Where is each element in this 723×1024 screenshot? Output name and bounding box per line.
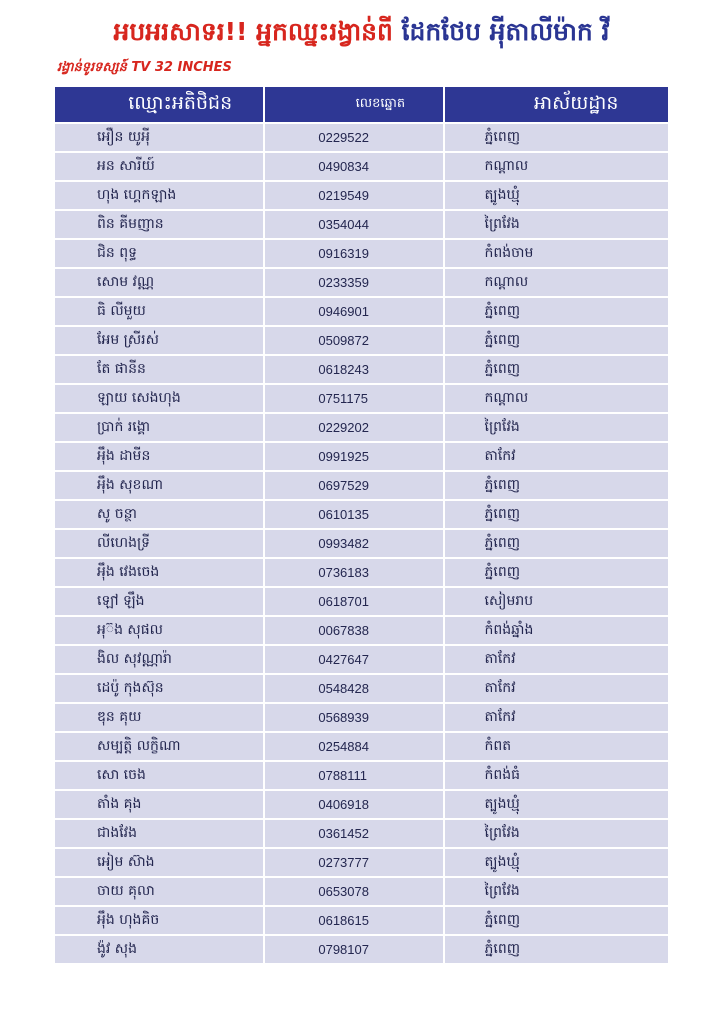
ticket-number-cell: 0610135: [265, 499, 444, 528]
address-cell: កំពង់ឆ្នាំង: [445, 615, 668, 644]
table-row: [55, 789, 668, 818]
customer-name-cell: អុឹង សុខណា: [55, 470, 265, 499]
address-cell: កំពង់ធំ: [445, 760, 668, 789]
table-row: [55, 209, 668, 238]
customer-name-cell: សម្បត្តិ លក្ខិណា: [55, 731, 265, 760]
table-row: [55, 499, 668, 528]
address-cell: ព្រៃវែង: [445, 209, 668, 238]
address-cell: តាកែវ: [445, 441, 668, 470]
customer-name-cell: អុឹង ហុងគិច: [55, 905, 265, 934]
address-cell: តាកែវ: [445, 702, 668, 731]
address-cell: ភ្នំពេញ: [445, 905, 668, 934]
table-row: [55, 528, 668, 557]
ticket-number-cell: 0788111: [265, 760, 444, 789]
customer-name-cell: ជិន ពុទ្ធ: [55, 238, 265, 267]
customer-name-cell: អុឹង វេងចេង: [55, 557, 265, 586]
header-ticket-number: លេខឆ្នោត: [265, 87, 444, 122]
ticket-number-cell: 0354044: [265, 209, 444, 238]
ticket-number-cell: 0618615: [265, 905, 444, 934]
customer-name-cell: អុឹង ដាមីន: [55, 441, 265, 470]
ticket-number-cell: 0991925: [265, 441, 444, 470]
customer-name-cell: អុ៊ង សុផល: [55, 615, 265, 644]
customer-name-cell: តាំង គុង: [55, 789, 265, 818]
customer-name-cell: ដេប៉ូ កុងស៊ុន: [55, 673, 265, 702]
table-row: [55, 238, 668, 267]
customer-name-cell: សោម វណ្ណ: [55, 267, 265, 296]
customer-name-cell: ជាងវែង: [55, 818, 265, 847]
page-title: [0, 14, 723, 50]
ticket-number-cell: 0427647: [265, 644, 444, 673]
address-cell: ភ្នំពេញ: [445, 325, 668, 354]
address-cell: ភ្នំពេញ: [445, 296, 668, 325]
table-row: [55, 644, 668, 673]
ticket-number-cell: 0697529: [265, 470, 444, 499]
address-cell: ត្បូងឃ្មុំ: [445, 847, 668, 876]
title-brand: ដែកថែប អុីតាលីម៉ាក វី: [401, 17, 610, 46]
table-row: [55, 354, 668, 383]
ticket-number-cell: 0490834: [265, 151, 444, 180]
table-row: [55, 876, 668, 905]
ticket-number-cell: 0273777: [265, 847, 444, 876]
title-congrats: អបអរសាទរ!!: [113, 17, 248, 46]
ticket-number-cell: 0229522: [265, 122, 444, 151]
ticket-number-cell: 0233359: [265, 267, 444, 296]
customer-name-cell: តែ ផានីន: [55, 354, 265, 383]
ticket-number-cell: 0406918: [265, 789, 444, 818]
address-cell: ត្បូងឃ្មុំ: [445, 180, 668, 209]
address-cell: ភ្នំពេញ: [445, 354, 668, 383]
address-cell: ភ្នំពេញ: [445, 557, 668, 586]
customer-name-cell: សូ ចន្ថា: [55, 499, 265, 528]
ticket-number-cell: 0509872: [265, 325, 444, 354]
ticket-number-cell: 0067838: [265, 615, 444, 644]
table-row: [55, 267, 668, 296]
customer-name-cell: អន សារីយ៍: [55, 151, 265, 180]
table-row: [55, 296, 668, 325]
ticket-number-cell: 0618243: [265, 354, 444, 383]
table-row: [55, 441, 668, 470]
table-row: [55, 470, 668, 499]
customer-name-cell: ឡៅ ឡឹង: [55, 586, 265, 615]
table-row: [55, 818, 668, 847]
ticket-number-cell: 0254884: [265, 731, 444, 760]
ticket-number-cell: 0568939: [265, 702, 444, 731]
header-address: អាស័យដ្ឋាន: [445, 87, 668, 122]
customer-name-cell: ធិ លីមួយ: [55, 296, 265, 325]
address-cell: ភ្នំពេញ: [445, 934, 668, 963]
table-row: [55, 383, 668, 412]
table-row: [55, 731, 668, 760]
address-cell: ភ្នំពេញ: [445, 470, 668, 499]
ticket-number-cell: 0798107: [265, 934, 444, 963]
address-cell: តាកែវ: [445, 673, 668, 702]
address-cell: ព្រៃវែង: [445, 818, 668, 847]
table-row: [55, 847, 668, 876]
customer-name-cell: ឡាយ សេងហុង: [55, 383, 265, 412]
address-cell: សៀមរាប: [445, 586, 668, 615]
address-cell: ត្បូងឃ្មុំ: [445, 789, 668, 818]
customer-name-cell: ចាយ គុលា: [55, 876, 265, 905]
table-header-row: [55, 87, 668, 122]
customer-name-cell: អឿន យូអុី: [55, 122, 265, 151]
table-row: [55, 934, 668, 963]
table-row: [55, 586, 668, 615]
winners-table: [55, 87, 668, 963]
table-row: [55, 905, 668, 934]
customer-name-cell: ឌុន គុយ: [55, 702, 265, 731]
ticket-number-cell: 0548428: [265, 673, 444, 702]
customer-name-cell: អែម ស្រីរស់: [55, 325, 265, 354]
address-cell: ព្រៃវែង: [445, 412, 668, 441]
table-row: [55, 760, 668, 789]
table-row: [55, 412, 668, 441]
prize-subtitle: រង្វាន់ទូរទស្សន៍ TV 32 INCHES: [57, 60, 232, 75]
ticket-number-cell: 0751175: [265, 383, 444, 412]
customer-name-cell: លីហេងទ្រី: [55, 528, 265, 557]
ticket-number-cell: 0361452: [265, 818, 444, 847]
customer-name-cell: ពិន គីមញាន: [55, 209, 265, 238]
address-cell: ភ្នំពេញ: [445, 122, 668, 151]
address-cell: កំពង់ចាម: [445, 238, 668, 267]
table-row: [55, 151, 668, 180]
ticket-number-cell: 0946901: [265, 296, 444, 325]
customer-name-cell: ង៉ូវ សុង: [55, 934, 265, 963]
ticket-number-cell: 0618701: [265, 586, 444, 615]
table-row: [55, 615, 668, 644]
table-row: [55, 180, 668, 209]
customer-name-cell: ហុង ហ្គេកឡាង: [55, 180, 265, 209]
ticket-number-cell: 0916319: [265, 238, 444, 267]
title-winners: អ្នកឈ្នះរង្វាន់ពី: [256, 17, 393, 46]
table-row: [55, 325, 668, 354]
address-cell: កំពត: [445, 731, 668, 760]
customer-name-cell: ប្រាក់ រង្គោ: [55, 412, 265, 441]
address-cell: កណ្ដាល: [445, 383, 668, 412]
customer-name-cell: សោ ចេង: [55, 760, 265, 789]
header-customer-name: ឈ្មោះអតិថិជន: [55, 87, 265, 122]
ticket-number-cell: 0993482: [265, 528, 444, 557]
table-row: [55, 122, 668, 151]
customer-name-cell: ងិល សុវណ្ណារ៉ា: [55, 644, 265, 673]
address-cell: ភ្នំពេញ: [445, 499, 668, 528]
address-cell: ព្រៃវែង: [445, 876, 668, 905]
address-cell: កណ្ដាល: [445, 151, 668, 180]
table-body: [55, 122, 668, 963]
ticket-number-cell: 0653078: [265, 876, 444, 905]
ticket-number-cell: 0219549: [265, 180, 444, 209]
address-cell: កណ្ដាល: [445, 267, 668, 296]
address-cell: ភ្នំពេញ: [445, 528, 668, 557]
ticket-number-cell: 0229202: [265, 412, 444, 441]
table-row: [55, 673, 668, 702]
table-row: [55, 557, 668, 586]
ticket-number-cell: 0736183: [265, 557, 444, 586]
table-row: [55, 702, 668, 731]
address-cell: តាកែវ: [445, 644, 668, 673]
customer-name-cell: អៀម ស៊ាង: [55, 847, 265, 876]
